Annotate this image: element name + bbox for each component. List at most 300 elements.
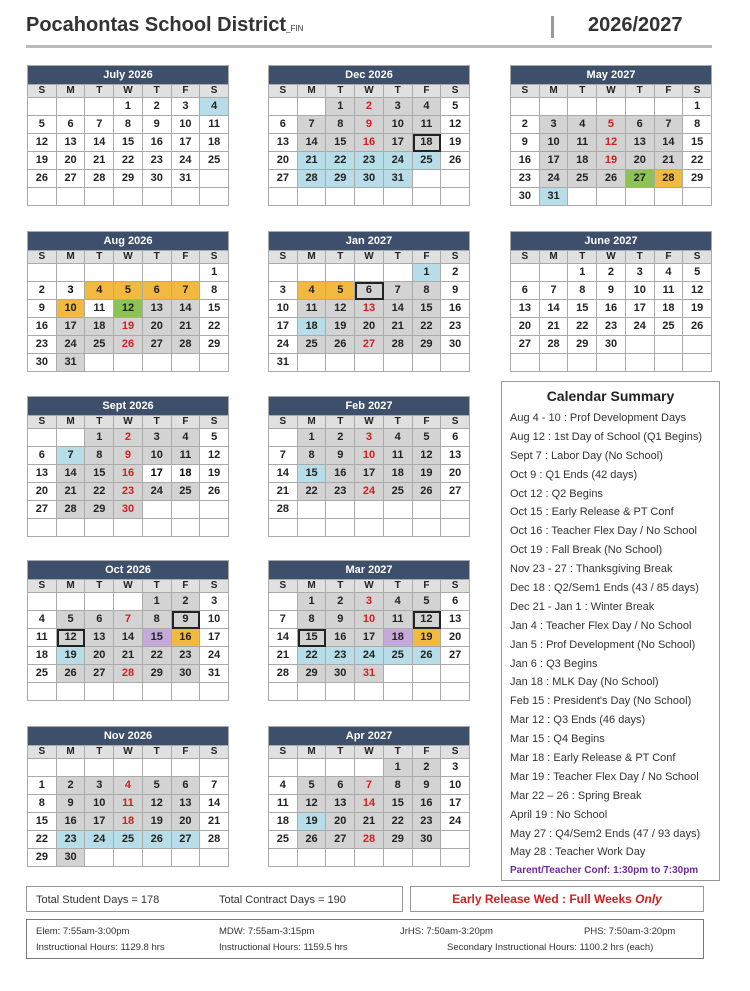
day-cell: 11 bbox=[172, 447, 201, 465]
day-cell: 10 bbox=[626, 282, 655, 300]
day-cell bbox=[655, 354, 684, 372]
day-cell bbox=[114, 593, 143, 611]
day-cell: 11 bbox=[568, 134, 597, 152]
day-cell: 22 bbox=[28, 831, 57, 849]
day-cell: 7 bbox=[269, 611, 298, 629]
day-cell: 5 bbox=[413, 593, 442, 611]
day-cell: 5 bbox=[413, 429, 442, 447]
day-cell: 7 bbox=[85, 116, 114, 134]
month-calendar bbox=[27, 396, 229, 537]
day-cell bbox=[114, 188, 143, 206]
day-cell: 14 bbox=[655, 134, 684, 152]
weekday-label: T bbox=[326, 251, 355, 264]
weekday-label: M bbox=[298, 251, 327, 264]
day-cell: 16 bbox=[143, 134, 172, 152]
weekday-label: T bbox=[326, 416, 355, 429]
day-cell: 5 bbox=[28, 116, 57, 134]
day-cell: 15 bbox=[143, 629, 172, 647]
day-cell bbox=[85, 519, 114, 537]
weekday-label: W bbox=[355, 251, 384, 264]
day-cell: 24 bbox=[172, 152, 201, 170]
month-title: Feb 2027 bbox=[269, 397, 470, 416]
day-cell: 27 bbox=[355, 336, 384, 354]
day-cell bbox=[28, 519, 57, 537]
day-cell bbox=[413, 354, 442, 372]
day-cell: 21 bbox=[540, 318, 569, 336]
day-cell: 12 bbox=[326, 300, 355, 318]
day-cell: 17 bbox=[540, 152, 569, 170]
day-cell: 24 bbox=[200, 647, 229, 665]
summary-item: Jan 5 : Prof Development (No School) bbox=[510, 638, 696, 651]
weekday-label: S bbox=[28, 85, 57, 98]
day-cell bbox=[143, 683, 172, 701]
day-cell bbox=[200, 849, 229, 867]
day-cell bbox=[57, 593, 86, 611]
day-cell: 24 bbox=[143, 483, 172, 501]
day-cell: 15 bbox=[326, 134, 355, 152]
day-cell: 31 bbox=[57, 354, 86, 372]
calendar-summary bbox=[501, 381, 720, 881]
day-cell: 18 bbox=[28, 647, 57, 665]
day-cell: 14 bbox=[114, 629, 143, 647]
day-cell: 10 bbox=[172, 116, 201, 134]
day-cell: 12 bbox=[413, 611, 442, 629]
weekday-label: S bbox=[269, 580, 298, 593]
day-cell: 6 bbox=[57, 116, 86, 134]
weekday-label: S bbox=[200, 580, 229, 593]
weekday-label: T bbox=[143, 85, 172, 98]
day-cell: 7 bbox=[172, 282, 201, 300]
day-cell: 16 bbox=[28, 318, 57, 336]
day-cell: 7 bbox=[269, 447, 298, 465]
weekday-label: T bbox=[143, 416, 172, 429]
day-cell: 1 bbox=[298, 429, 327, 447]
day-cell: 28 bbox=[269, 501, 298, 519]
day-cell: 28 bbox=[85, 170, 114, 188]
day-cell bbox=[143, 188, 172, 206]
day-cell: 30 bbox=[511, 188, 540, 206]
weekday-label: S bbox=[200, 85, 229, 98]
day-cell bbox=[28, 188, 57, 206]
weekday-label: W bbox=[355, 746, 384, 759]
day-cell: 4 bbox=[298, 282, 327, 300]
weekday-label: F bbox=[413, 580, 442, 593]
day-cell bbox=[57, 188, 86, 206]
day-cell: 2 bbox=[114, 429, 143, 447]
weekday-label: S bbox=[269, 416, 298, 429]
day-cell bbox=[626, 336, 655, 354]
day-cell: 1 bbox=[200, 264, 229, 282]
day-cell bbox=[172, 849, 201, 867]
day-cell bbox=[326, 188, 355, 206]
day-cell: 13 bbox=[355, 300, 384, 318]
summary-item: Oct 9 : Q1 Ends (42 days) bbox=[510, 468, 638, 481]
day-cell: 8 bbox=[683, 116, 712, 134]
early-release-box bbox=[410, 886, 704, 912]
day-cell bbox=[413, 501, 442, 519]
day-cell: 7 bbox=[57, 447, 86, 465]
day-cell: 7 bbox=[298, 116, 327, 134]
day-cell: 9 bbox=[597, 282, 626, 300]
weekday-label: F bbox=[413, 416, 442, 429]
day-cell bbox=[683, 336, 712, 354]
day-cell: 12 bbox=[413, 447, 442, 465]
day-cell bbox=[413, 519, 442, 537]
day-cell: 7 bbox=[540, 282, 569, 300]
day-cell: 5 bbox=[200, 429, 229, 447]
day-cell: 8 bbox=[298, 611, 327, 629]
mdw-time: MDW: 7:55am-3:15pm bbox=[219, 926, 315, 937]
day-cell: 23 bbox=[114, 483, 143, 501]
day-cell bbox=[172, 354, 201, 372]
weekday-label: M bbox=[57, 580, 86, 593]
day-cell: 19 bbox=[200, 465, 229, 483]
day-cell bbox=[355, 519, 384, 537]
day-cell bbox=[384, 683, 413, 701]
day-cell: 25 bbox=[384, 483, 413, 501]
day-cell: 8 bbox=[28, 795, 57, 813]
day-cell: 17 bbox=[626, 300, 655, 318]
day-cell: 28 bbox=[57, 501, 86, 519]
day-cell: 15 bbox=[298, 629, 327, 647]
day-cell bbox=[143, 759, 172, 777]
weekday-label: W bbox=[114, 746, 143, 759]
weekday-label: T bbox=[384, 580, 413, 593]
day-cell: 29 bbox=[200, 336, 229, 354]
day-cell: 9 bbox=[28, 300, 57, 318]
day-cell: 29 bbox=[298, 665, 327, 683]
day-cell: 24 bbox=[85, 831, 114, 849]
day-cell: 26 bbox=[57, 665, 86, 683]
day-cell: 17 bbox=[384, 134, 413, 152]
day-cell bbox=[298, 264, 327, 282]
day-cell: 2 bbox=[413, 759, 442, 777]
weekday-label: T bbox=[384, 251, 413, 264]
day-cell: 5 bbox=[683, 264, 712, 282]
month-calendar bbox=[27, 65, 229, 206]
day-cell: 10 bbox=[143, 447, 172, 465]
day-cell: 19 bbox=[298, 813, 327, 831]
day-cell bbox=[683, 354, 712, 372]
day-cell bbox=[57, 98, 86, 116]
secondary-hours: Secondary Instructional Hours: 1100.2 hrs (each) bbox=[447, 942, 654, 953]
day-cell: 3 bbox=[355, 593, 384, 611]
day-cell: 11 bbox=[413, 116, 442, 134]
day-cell: 1 bbox=[143, 593, 172, 611]
weekday-label: S bbox=[441, 251, 470, 264]
day-cell: 9 bbox=[511, 134, 540, 152]
day-cell: 24 bbox=[441, 813, 470, 831]
day-cell: 15 bbox=[384, 795, 413, 813]
day-cell: 29 bbox=[683, 170, 712, 188]
day-cell: 11 bbox=[298, 300, 327, 318]
month-calendar bbox=[268, 65, 470, 206]
day-cell bbox=[298, 354, 327, 372]
day-cell: 20 bbox=[85, 647, 114, 665]
summary-item: Jan 6 : Q3 Begins bbox=[510, 657, 598, 670]
weekday-label: F bbox=[172, 85, 201, 98]
day-cell bbox=[540, 354, 569, 372]
day-cell: 23 bbox=[28, 336, 57, 354]
day-cell: 16 bbox=[355, 134, 384, 152]
day-cell: 8 bbox=[85, 447, 114, 465]
month-calendar bbox=[268, 726, 470, 867]
day-cell: 3 bbox=[85, 777, 114, 795]
header-divider bbox=[551, 16, 554, 38]
day-cell: 23 bbox=[597, 318, 626, 336]
day-cell: 19 bbox=[441, 134, 470, 152]
day-cell: 31 bbox=[172, 170, 201, 188]
day-cell bbox=[298, 98, 327, 116]
day-cell: 1 bbox=[114, 98, 143, 116]
day-cell: 23 bbox=[57, 831, 86, 849]
day-cell bbox=[200, 501, 229, 519]
day-cell: 25 bbox=[413, 152, 442, 170]
day-cell: 22 bbox=[85, 483, 114, 501]
day-cell: 17 bbox=[441, 795, 470, 813]
day-cell bbox=[85, 849, 114, 867]
day-cell: 20 bbox=[355, 318, 384, 336]
weekday-label: M bbox=[57, 85, 86, 98]
day-cell: 9 bbox=[172, 611, 201, 629]
day-cell: 17 bbox=[355, 465, 384, 483]
hours-box bbox=[26, 919, 704, 959]
weekday-label: T bbox=[326, 746, 355, 759]
day-cell: 14 bbox=[384, 300, 413, 318]
month-grid bbox=[28, 580, 229, 701]
day-cell: 6 bbox=[269, 116, 298, 134]
day-cell bbox=[269, 519, 298, 537]
day-cell: 11 bbox=[200, 116, 229, 134]
day-cell: 2 bbox=[441, 264, 470, 282]
day-cell bbox=[57, 683, 86, 701]
day-cell: 1 bbox=[28, 777, 57, 795]
day-cell bbox=[57, 759, 86, 777]
day-cell: 12 bbox=[597, 134, 626, 152]
early-release-emph: Only bbox=[635, 892, 662, 906]
month-grid bbox=[269, 251, 470, 372]
day-cell: 20 bbox=[511, 318, 540, 336]
weekday-label: S bbox=[683, 251, 712, 264]
day-cell: 3 bbox=[355, 429, 384, 447]
day-cell: 20 bbox=[143, 318, 172, 336]
day-cell: 4 bbox=[200, 98, 229, 116]
day-cell: 19 bbox=[114, 318, 143, 336]
day-cell: 5 bbox=[298, 777, 327, 795]
day-cell: 26 bbox=[143, 831, 172, 849]
day-cell bbox=[355, 188, 384, 206]
day-cell: 5 bbox=[326, 282, 355, 300]
day-cell: 30 bbox=[143, 170, 172, 188]
header-rule bbox=[26, 45, 712, 48]
day-cell: 20 bbox=[269, 152, 298, 170]
day-cell: 12 bbox=[114, 300, 143, 318]
day-cell bbox=[355, 264, 384, 282]
day-cell: 21 bbox=[85, 152, 114, 170]
day-cell: 9 bbox=[355, 116, 384, 134]
day-cell: 27 bbox=[269, 170, 298, 188]
summary-item: Mar 18 : Early Release & PT Conf bbox=[510, 752, 676, 765]
weekday-label: F bbox=[413, 85, 442, 98]
day-cell: 4 bbox=[269, 777, 298, 795]
day-cell: 24 bbox=[384, 152, 413, 170]
weekday-label: T bbox=[143, 251, 172, 264]
weekday-label: F bbox=[172, 416, 201, 429]
month-grid bbox=[28, 251, 229, 372]
weekday-label: M bbox=[540, 85, 569, 98]
day-cell: 7 bbox=[355, 777, 384, 795]
day-cell bbox=[413, 188, 442, 206]
school-year: 2026/2027 bbox=[588, 14, 683, 36]
day-cell: 3 bbox=[172, 98, 201, 116]
day-cell bbox=[511, 354, 540, 372]
day-cell: 18 bbox=[172, 465, 201, 483]
day-cell: 2 bbox=[172, 593, 201, 611]
day-cell: 17 bbox=[172, 134, 201, 152]
day-cell: 28 bbox=[114, 665, 143, 683]
day-cell bbox=[355, 683, 384, 701]
summary-item: Sept 7 : Labor Day (No School) bbox=[510, 449, 663, 462]
day-cell: 7 bbox=[200, 777, 229, 795]
day-cell: 14 bbox=[355, 795, 384, 813]
weekday-label: T bbox=[626, 85, 655, 98]
day-cell: 17 bbox=[85, 813, 114, 831]
day-cell: 19 bbox=[683, 300, 712, 318]
summary-item: Mar 15 : Q4 Begins bbox=[510, 733, 605, 746]
day-cell bbox=[28, 593, 57, 611]
day-cell: 4 bbox=[655, 264, 684, 282]
day-cell: 25 bbox=[200, 152, 229, 170]
weekday-label: T bbox=[85, 746, 114, 759]
day-cell: 8 bbox=[568, 282, 597, 300]
day-cell: 28 bbox=[355, 831, 384, 849]
weekday-label: S bbox=[28, 580, 57, 593]
day-cell: 15 bbox=[568, 300, 597, 318]
day-cell: 30 bbox=[172, 665, 201, 683]
weekday-label: S bbox=[269, 746, 298, 759]
day-cell: 18 bbox=[568, 152, 597, 170]
day-cell: 26 bbox=[326, 336, 355, 354]
day-cell: 28 bbox=[655, 170, 684, 188]
day-cell bbox=[85, 98, 114, 116]
day-cell: 15 bbox=[298, 465, 327, 483]
day-cell: 23 bbox=[172, 647, 201, 665]
day-cell bbox=[269, 759, 298, 777]
day-cell: 27 bbox=[85, 665, 114, 683]
day-cell bbox=[441, 665, 470, 683]
day-cell bbox=[28, 98, 57, 116]
day-cell: 21 bbox=[355, 813, 384, 831]
day-cell bbox=[28, 683, 57, 701]
summary-item: May 28 : Teacher Work Day bbox=[510, 846, 646, 859]
day-cell: 1 bbox=[413, 264, 442, 282]
weekday-label: T bbox=[384, 416, 413, 429]
day-cell: 24 bbox=[355, 483, 384, 501]
weekday-label: M bbox=[540, 251, 569, 264]
day-cell: 4 bbox=[114, 777, 143, 795]
day-cell bbox=[441, 849, 470, 867]
day-cell: 18 bbox=[655, 300, 684, 318]
early-release-text: Early Release Wed : Full Weeks bbox=[452, 892, 636, 906]
month-grid bbox=[511, 85, 712, 206]
day-cell: 7 bbox=[384, 282, 413, 300]
day-cell: 10 bbox=[384, 116, 413, 134]
day-cell: 24 bbox=[355, 647, 384, 665]
day-cell: 20 bbox=[626, 152, 655, 170]
day-cell bbox=[28, 759, 57, 777]
weekday-label: M bbox=[57, 416, 86, 429]
day-cell: 23 bbox=[326, 647, 355, 665]
day-cell: 10 bbox=[355, 447, 384, 465]
summary-item: Jan 18 : MLK Day (No School) bbox=[510, 676, 659, 689]
day-cell: 25 bbox=[384, 647, 413, 665]
month-grid bbox=[28, 85, 229, 206]
day-cell bbox=[200, 519, 229, 537]
month-calendar bbox=[268, 560, 470, 701]
day-cell: 8 bbox=[413, 282, 442, 300]
day-cell: 22 bbox=[298, 647, 327, 665]
day-cell bbox=[269, 429, 298, 447]
day-cell bbox=[143, 501, 172, 519]
day-cell: 28 bbox=[384, 336, 413, 354]
day-cell: 30 bbox=[57, 849, 86, 867]
day-cell: 15 bbox=[683, 134, 712, 152]
day-cell: 19 bbox=[326, 318, 355, 336]
summary-item: Dec 18 : Q2/Sem1 Ends (43 / 85 days) bbox=[510, 582, 699, 595]
day-cell bbox=[441, 683, 470, 701]
month-calendar bbox=[510, 65, 712, 206]
day-cell bbox=[597, 354, 626, 372]
month-title: Nov 2026 bbox=[28, 727, 229, 746]
weekday-label: S bbox=[28, 251, 57, 264]
day-cell: 13 bbox=[85, 629, 114, 647]
day-cell: 13 bbox=[441, 447, 470, 465]
day-cell: 10 bbox=[540, 134, 569, 152]
weekday-label: W bbox=[114, 416, 143, 429]
day-cell: 2 bbox=[326, 429, 355, 447]
weekday-label: T bbox=[85, 416, 114, 429]
day-cell: 9 bbox=[114, 447, 143, 465]
day-cell: 2 bbox=[57, 777, 86, 795]
day-cell bbox=[28, 429, 57, 447]
day-cell: 26 bbox=[298, 831, 327, 849]
weekday-label: M bbox=[298, 416, 327, 429]
day-cell: 9 bbox=[441, 282, 470, 300]
jrhs-time: JrHS: 7:50am-3:20pm bbox=[400, 926, 493, 937]
day-cell: 18 bbox=[384, 629, 413, 647]
weekday-label: S bbox=[28, 416, 57, 429]
day-cell: 6 bbox=[355, 282, 384, 300]
day-cell: 18 bbox=[384, 465, 413, 483]
summary-item: Mar 22 – 26 : Spring Break bbox=[510, 789, 642, 802]
day-cell: 2 bbox=[326, 593, 355, 611]
day-cell bbox=[511, 264, 540, 282]
weekday-label: F bbox=[172, 746, 201, 759]
day-cell: 18 bbox=[85, 318, 114, 336]
day-cell bbox=[298, 501, 327, 519]
day-cell: 17 bbox=[355, 629, 384, 647]
day-cell bbox=[269, 98, 298, 116]
day-cell: 11 bbox=[655, 282, 684, 300]
day-cell bbox=[568, 98, 597, 116]
day-cell bbox=[172, 264, 201, 282]
day-cell bbox=[114, 849, 143, 867]
day-cell bbox=[355, 501, 384, 519]
day-cell bbox=[441, 188, 470, 206]
day-cell: 4 bbox=[384, 429, 413, 447]
day-cell: 7 bbox=[114, 611, 143, 629]
day-cell: 27 bbox=[511, 336, 540, 354]
